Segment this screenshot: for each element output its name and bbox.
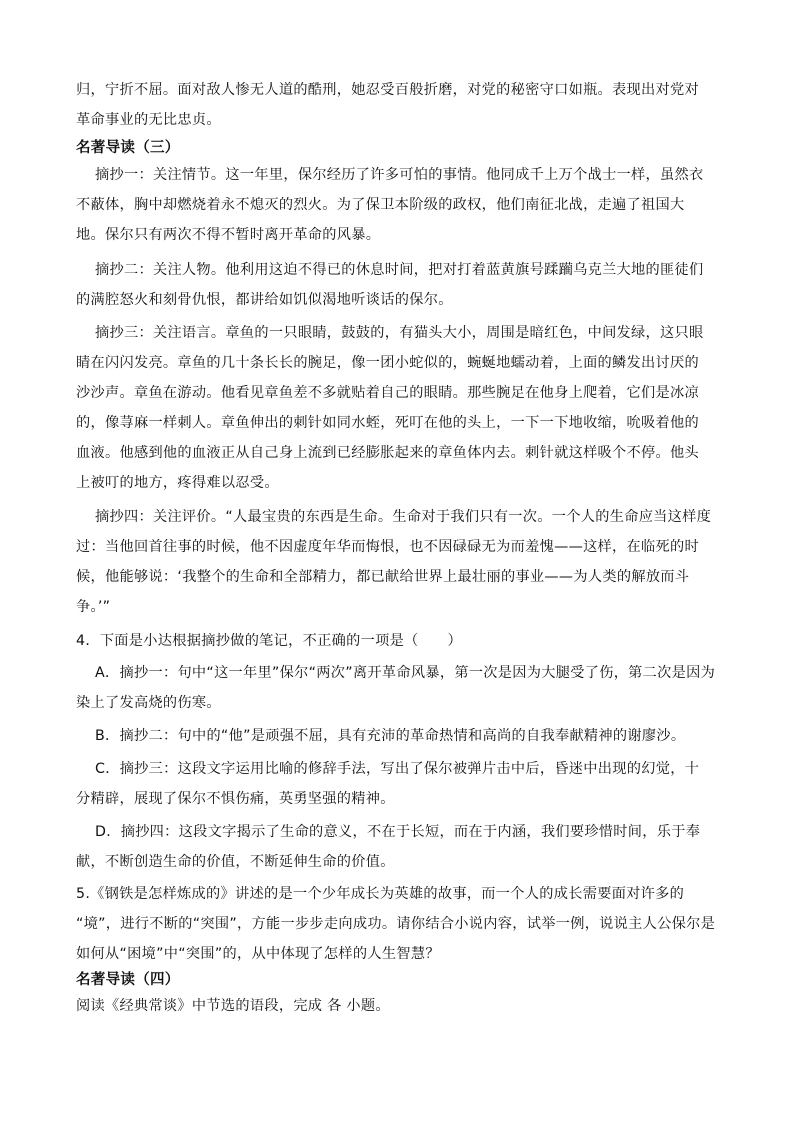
excerpt-line: 过：当他回首往事的时候，他不因虚度年华而悔恨，也不因碌碌无为而羞愧——这样，在临死的时: [76, 539, 699, 555]
question-5-cont: 如何从“困境”中“突围”的，从中体现了怎样的人生智慧？: [76, 946, 440, 962]
excerpt-line: 摘抄二：关注人物。他利用这迫不得已的休息时间，把对打着蓝黄旗号蹂躏乌克兰大地的匪徒们: [95, 262, 704, 278]
option-b: B．摘抄二：句中的“他”是顽强不屈，具有充沛的革命热情和高尚的自我奉献精神的谢廖沙。: [95, 728, 686, 744]
excerpt-line: 摘抄四：关注评价。“人最宝贵的东西是生命。生命对于我们只有一次。一个人的生命应当这样度: [95, 509, 712, 525]
excerpt-line: 候，他能够说：‘我整个的生命和全部精力，都已献给世界上最壮丽的事业——为人类的解放而斗: [76, 569, 690, 585]
paragraph-line: 归，宁折不屈。面对敌人惨无人道的酷刑，她忍受百般折磨，对党的秘密守口如瓶。表现出对党对: [76, 82, 699, 98]
option-d: D．摘抄四：这段文字揭示了生命的意义，不在于长短，而在于内涵，我们要珍惜时间，乐于奉: [95, 824, 701, 840]
excerpt-line: 的满腔怒火和刻骨仇恨，都讲给如饥似渴地听谈话的保尔。: [76, 292, 453, 308]
reading-instruction: 阅读《经典常谈》中节选的语段，完成 各 小题。: [76, 998, 390, 1014]
option-d-cont: 献，不断创造生命的价值，不断延伸生命的价值。: [76, 854, 395, 870]
excerpt-line: 摘抄三：关注语言。章鱼的一只眼睛，鼓鼓的，有猫头大小，周围是暗红色，中间发绿，这只眼: [95, 325, 704, 341]
excerpt-line: 血液。他感到他的血液正从自己身上流到已经膨胀起来的章鱼体内去。刺针就这样吸个不停。他头: [76, 445, 699, 461]
excerpt-line: 的，像荨麻一样刺人。章鱼伸出的刺针如同水蛭，死叮在他的头上，一下一下地收缩，吮吸着他的: [76, 415, 699, 431]
question-stem: 4．下面是小达根据摘抄做的笔记，不正确的一项是（ ）: [76, 633, 463, 649]
excerpt-line: 睛在闪闪发亮。章鱼的几十条长长的腕足，像一团小蛇似的，蜿蜒地蠕动着，上面的鳞发出讨厌的: [76, 355, 699, 371]
excerpt-line: 不蔽体，胸中却燃烧着永不熄灭的烈火。为了保卫本阶级的政权，他们南征北战，走遍了祖国大: [76, 197, 685, 213]
excerpt-line: 地。保尔只有两次不得不暂时离开革命的风暴。: [76, 227, 381, 243]
option-c: C．摘抄三：这段文字运用比喻的修辞手法，写出了保尔被弹片击中后，昏迷中出现的幻觉，十: [95, 761, 700, 777]
question-5: 5.《钢铁是怎样炼成的》讲述的是一个少年成长为英雄的故事，而一个人的成长需要面对许多的: [76, 886, 685, 902]
excerpt-line: 上被叮的地方，疼得难以忍受。: [76, 475, 279, 491]
question-5-cont: “境”，进行不断的“突围”，方能一步步走向成功。请你结合小说内容，试举一例，说说主人公保尔是: [76, 916, 716, 932]
excerpt-line: 争。’”: [76, 599, 111, 615]
section-heading: 名著导读（三）: [76, 140, 180, 156]
section-heading: 名著导读（四）: [76, 972, 180, 988]
excerpt-line: 沙沙声。章鱼在游动。他看见章鱼差不多就贴着自己的眼睛。那些腕足在他身上爬着，它们是冰凉: [76, 385, 699, 401]
paragraph-line: 革命事业的无比忠贞。: [76, 112, 221, 128]
option-a-cont: 染上了发高烧的伤寒。: [76, 695, 221, 711]
option-a: A．摘抄一：句中“这一年里”保尔“两次”离开革命风暴，第一次是因为大腿受了伤，第二次是因为: [95, 665, 716, 681]
excerpt-line: 摘抄一：关注情节。这一年里，保尔经历了许多可怕的事情。他同成千上万个战士一样，虽然衣: [95, 167, 704, 183]
option-c-cont: 分精辟，展现了保尔不惧伤痛，英勇坚强的精神。: [76, 791, 395, 807]
